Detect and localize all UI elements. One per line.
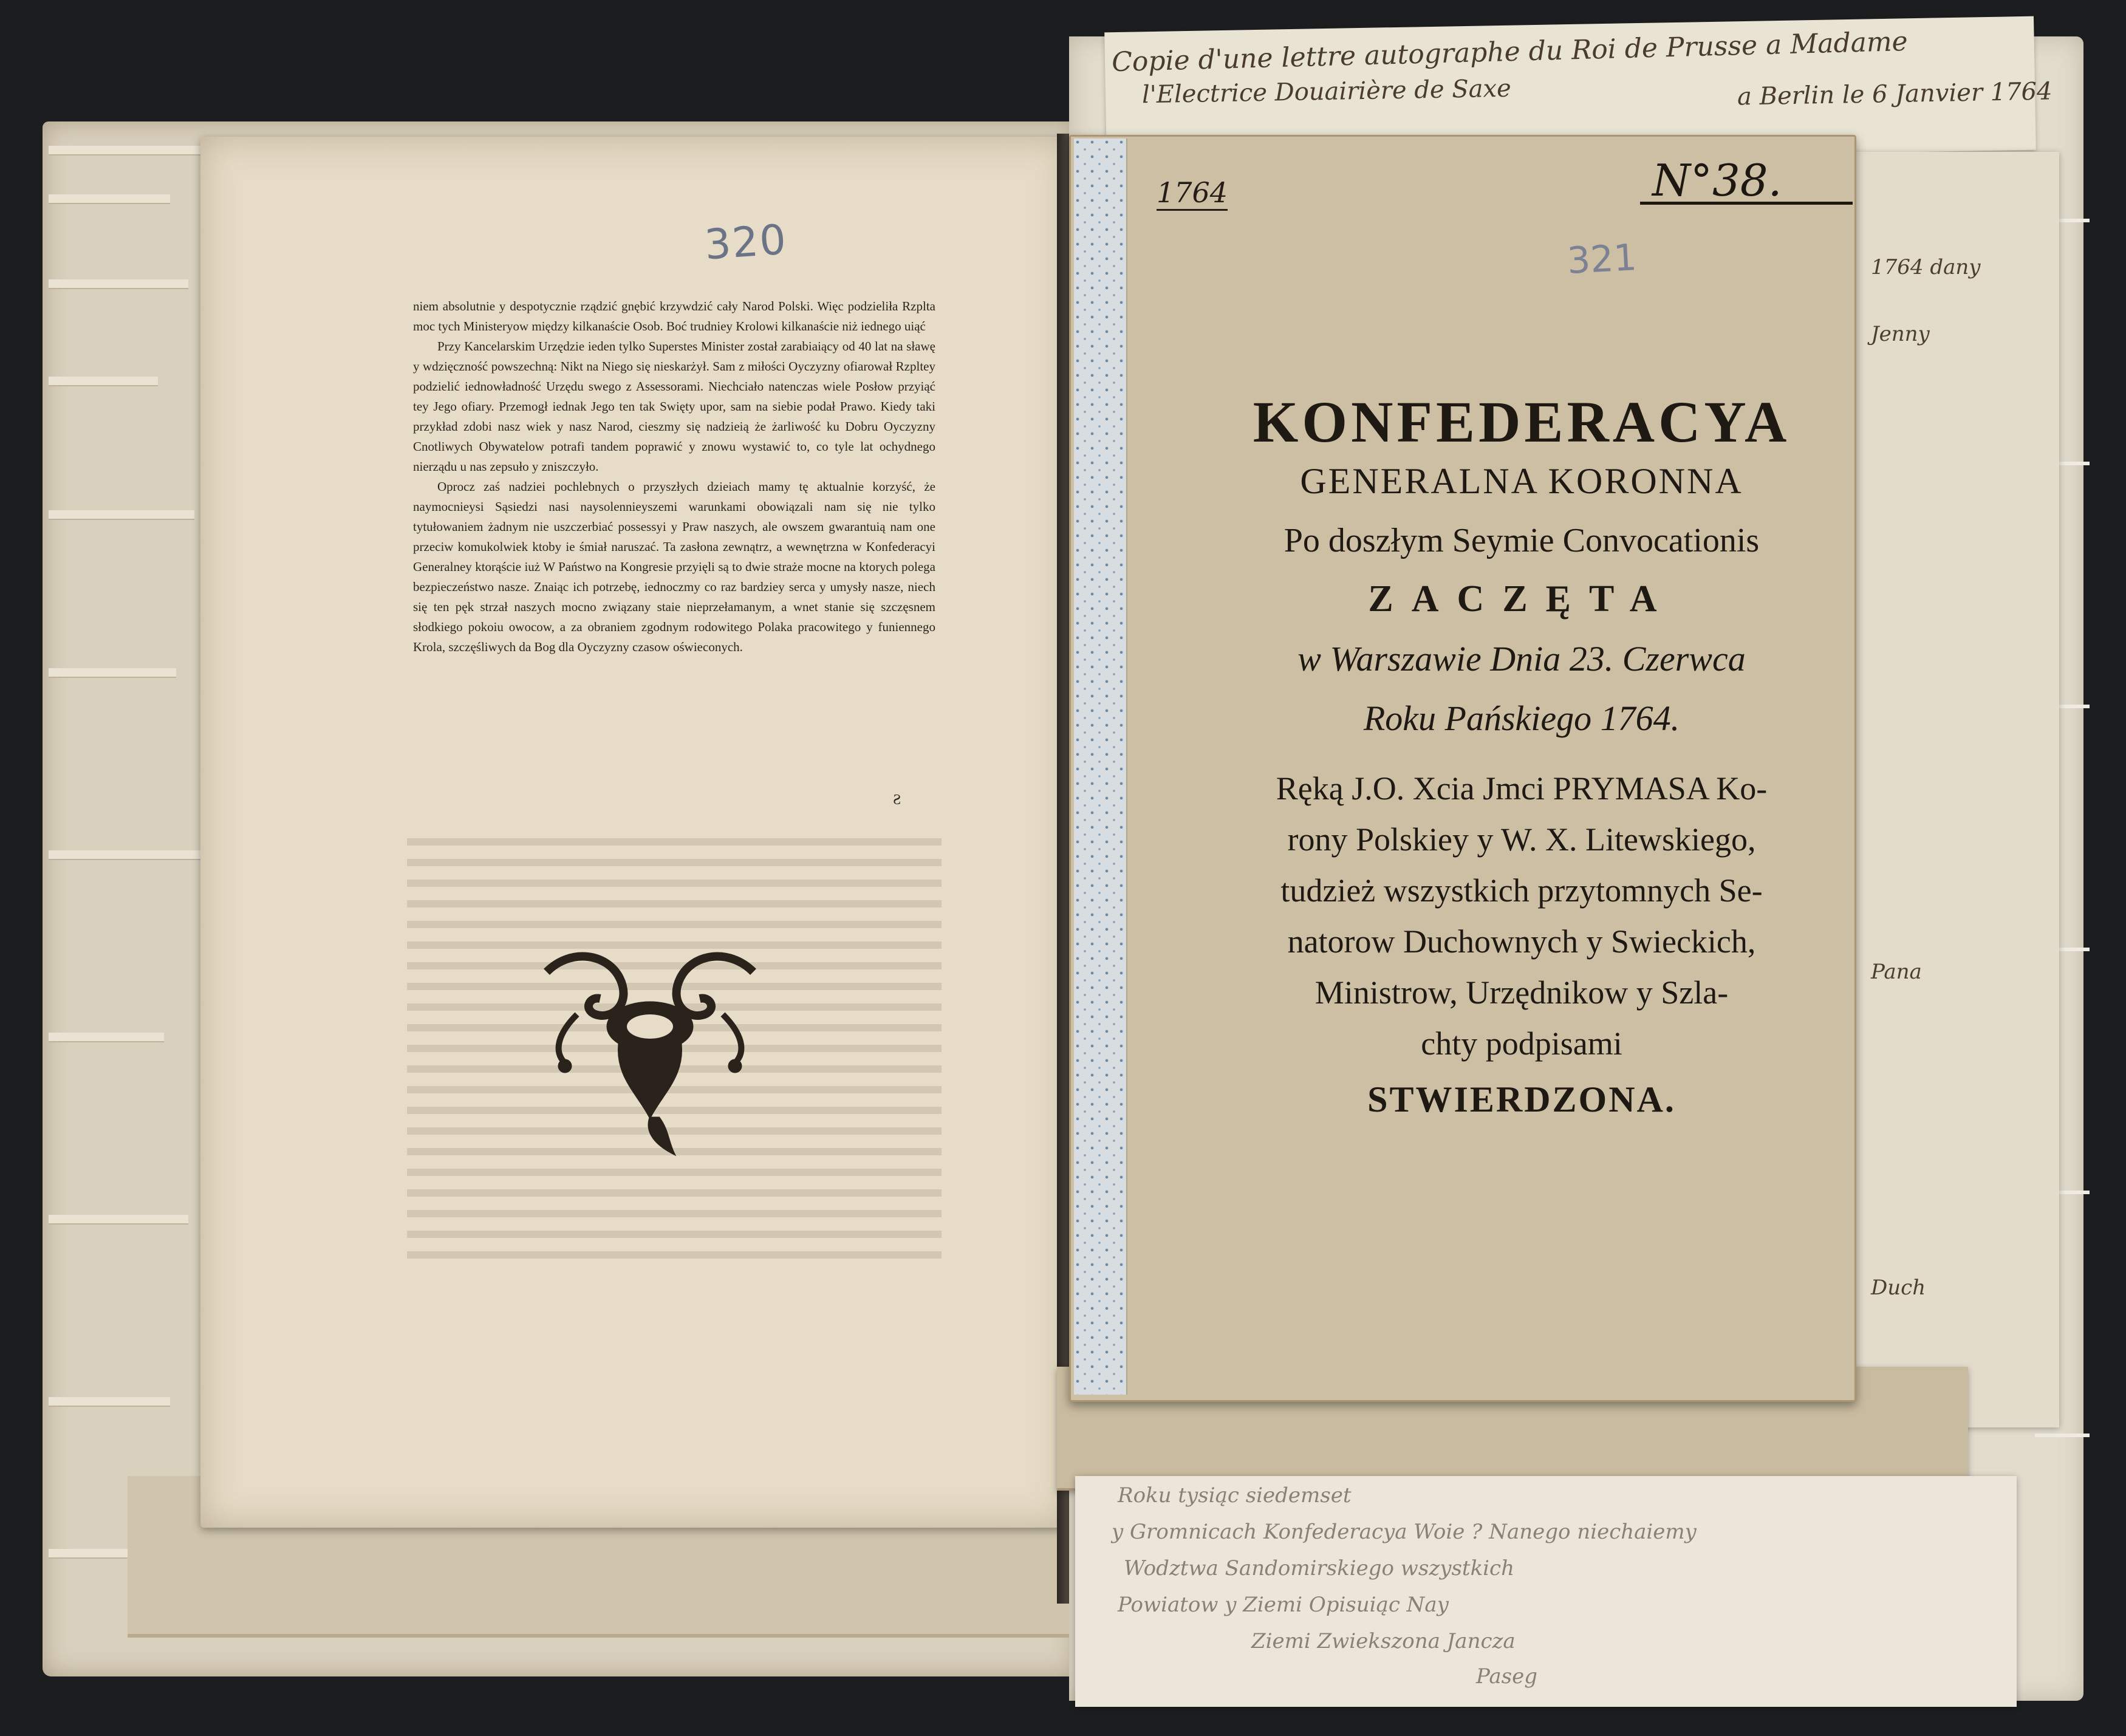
title-line: KONFEDERACYA [1253, 389, 1791, 454]
manuscript-bottom-line: Roku tysiąc siedemset [1118, 1483, 1352, 1508]
manuscript-side-word: 1764 dany [1871, 255, 1981, 279]
cover-year: 1764 [1157, 176, 1228, 211]
title-line: w Warszawie Dnia 23. Czerwca [1297, 639, 1746, 678]
manuscript-bottom-line: Powiatow y Ziemi Opisuiąc Nay [1118, 1593, 1449, 1617]
blue-patterned-spine [1074, 138, 1127, 1395]
title-line: STWIERDZONA. [1367, 1079, 1676, 1119]
right-folio-number: 321 [1566, 236, 1638, 282]
title-line: chty podpisami [1421, 1025, 1622, 1062]
manuscript-top-line: Copie d'une lettre autographe du Roi de Prusse a Madame [1111, 26, 1909, 78]
tailpiece-ornament-icon [522, 935, 778, 1166]
title-line: natorow Duchownych y Swieckich, [1287, 923, 1756, 960]
manuscript-side-word: Duch [1871, 1276, 1926, 1300]
title-line: Po doszłym Seymie Convocationis [1283, 522, 1760, 559]
manuscript-bottom-line: Ziemi Zwiekszona Jancza [1251, 1629, 1516, 1653]
title-line: rony Polskiey y W. X. Litewskiego, [1287, 821, 1756, 858]
title-line: Ministrow, Urzędnikow y Szla- [1314, 974, 1729, 1011]
manuscript-side-word: Jenny [1871, 322, 1930, 346]
manuscript-side-word: Pana [1871, 960, 1922, 984]
manuscript-top-line: a Berlin le 6 Janvier 1764 [1737, 77, 2053, 111]
title-page-text [1172, 389, 1871, 1130]
manuscript-top-line: l'Electrice Douairière de Saxe [1141, 74, 1512, 109]
paragraph: niem absolutnie y despotycznie rządzić gnębić krzywdzić cały Narod Polski. Więc podzieliła Rzplta moc tych Ministeryow między kilkanaście Osob. Boć trudniey Krolowi kilkanaście niż iednego uiąć [413, 299, 935, 333]
title-line: ZACZĘTA [1368, 578, 1675, 620]
catchword: Ƨ [893, 792, 901, 808]
title-line: Ręką J.O. Xcia Jmci PRYMASA Ko- [1276, 770, 1768, 807]
manuscript-bottom-line: Wodztwa Sandomirskiego wszystkich [1124, 1556, 1514, 1581]
manuscript-bottom-sheet [1075, 1476, 2017, 1707]
paragraph: Przy Kancelarskim Urzędzie ieden tylko Superstes Minister został zarabiaiący od 40 lat na sławę y wdzięczność powszechną: Nikt na Niego się nieskarżył. Sam z miłości Oyczyzny ofiarował Rzpltey podzielić iednowładność Urzędu swego z Assessorami. Niechciało natenczas wiele Posłow przyiąć tey Jego ofiary. Przemogł iednak Jego ten tak Swięty upor, sam na siebie podał Prawo. Kiedy taki przykład zdobi nasz wiek y nasz Narod, cieszmy się nadzieią że żarliwość ku Dobru Oyczyzny Cnotliwych Obywatelow potrafi tandem poprawić y znowu wystawić to, co tyle lat ochydnego nierządu u nas zepsuło y zniszczyło. [413, 339, 935, 474]
title-line: GENERALNA KORONNA [1300, 461, 1743, 501]
paragraph: Oprocz zaś nadziei pochlebnych o przyszłych dzieiach mamy tę aktualnie korzyść, że naymocnieysi Sąsiedzi nasi naysolennieyszemi warunkami obowiązali nam się nie tylko tytułowaniem żadnym nie uszczerbiać possessyi y Praw naszych, ale owszem gwarantuią nam one przeciw komukolwiek ktoby ie śmiał naruszać. Ta zasłona zewnątrz, a wewnętrzna w Konfederacyi Generalney ktorąście iuż W Państwo na Kongresie przyięli są to dwie straże mocne na ktorych polega bezpieczeństwo nasze. Znaiąc ich potrzebę, iednoczmy co raz bardziey serca y umysły nasze, niech się ten pęk strzał naszych mocno związany staie nieprzełamanym, a wnet stanie się szczęsnem słodkiego pokoiu owocow, a za obraniem zgodnym rodowitego Polaka pracowitego y funiennego Krola, szczęśliwych da Bog dla Oyczyzny czasow oświeconych. [413, 479, 935, 654]
title-line: tudzież wszystkich przytomnych Se- [1280, 872, 1763, 909]
title-line: Roku Pańskiego 1764. [1363, 699, 1680, 738]
left-page-text [413, 296, 935, 657]
left-folio-number: 320 [703, 216, 789, 270]
cover-number-underline [1640, 202, 1853, 205]
cover-number: N°38. [1652, 155, 1782, 206]
manuscript-bottom-line: Paseg [1476, 1664, 1537, 1689]
manuscript-bottom-line: y Gromnicach Konfederacya Woie ? Nanego niechaiemy [1112, 1520, 1697, 1544]
